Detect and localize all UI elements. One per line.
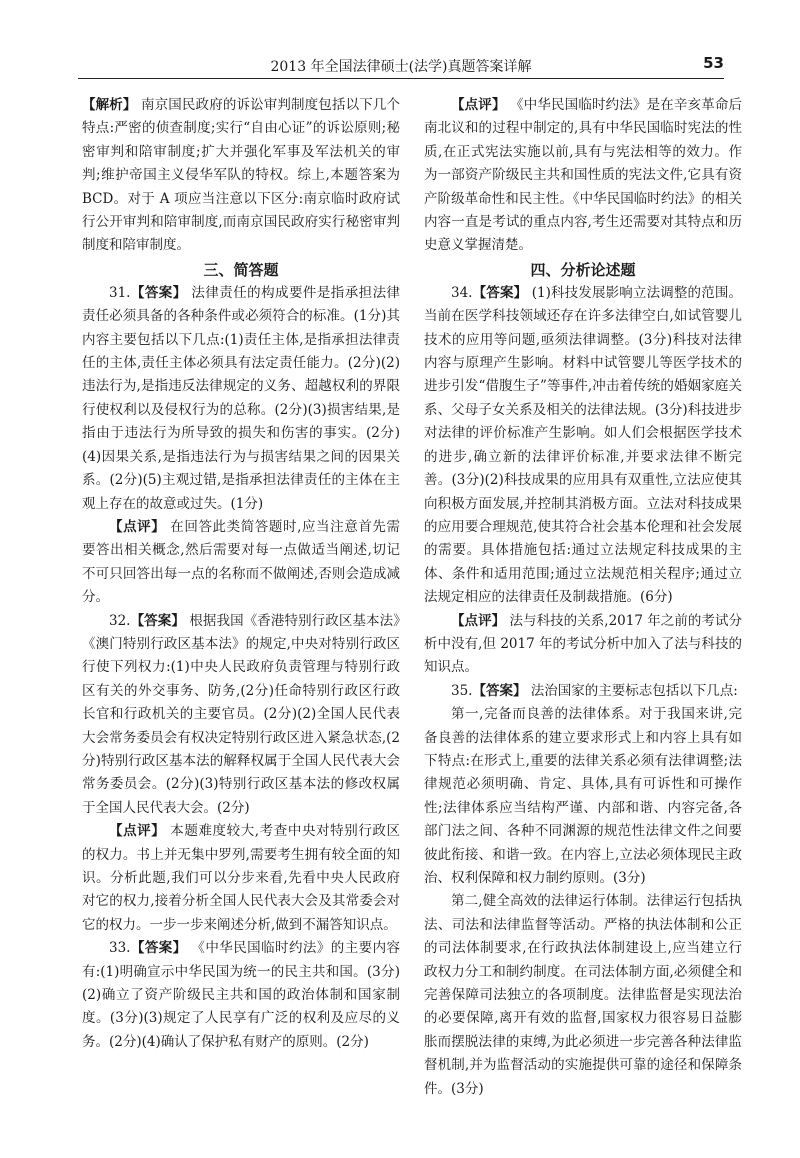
answer-text: (1)科技发展影响立法调整的范围。当前在医学科技领域还存在许多法律空白,如试管婴儿技术的应用等问题,亟须法律调整。(3分)科技对法律内容与原理产生影响。材料中试管婴儿等医学技术的进步引发“借腹生子”等事件,冲击着传统的婚姻家庭关系、父母子女关系及相关的法律法规。(3分)科技进步对法律的评价标准产生影响。如人们会根据医学技术的进步,确立新的法律评价标准,并要求法律不断完善。(3分)(2)科技成果的应用具有双重性,立法应使其向积极方面发展,并控制其消极方面。立法对科技成果的应用要合理规范,使其符合社会基本伦理和社会发展的需要。具体措施包括:通过立法规定科技成果的主体、条件和适用范围;通过立法规范相关程序;通过立法规定相应的法律责任及制裁措施。(6分)	[424, 284, 742, 606]
comment-31-paragraph	[82, 516, 400, 610]
answer-text: 《中华民国临时约法》的主要内容有:(1)明确宣示中华民国为统一的民主共和国。(3分)(2)确立了资产阶级民主共和国的政治体制和国家制度。(3分)(3)规定了人民享有广泛的权利及应尽的义务。(2分)(4)确认了保护私有财产的原则。(2分)	[82, 940, 401, 1050]
answer-35-point-2: 第二,健全高效的法律运行体制。法律运行包括执法、司法和法律监督等活动。严格的执法体制和公正的司法体制要求,在行政执法体制建设上,应当建立行政权力分工和制约制度。在司法体制方面,必须健全和完善保障司法独立的各项制度。法律监督是实现法治的必要保障,离开有效的监督,国家权力很容易日益膨胀而摆脱法律的束缚,为此必须进一步完善各种法律监督机制,并为监督活动的实施提供可靠的途径和保障条件。(3分)	[424, 893, 742, 1097]
question-number: 34.	[451, 284, 473, 301]
answer-tag: 【答案】	[130, 612, 185, 629]
section-heading-short-answer: 三、简答题	[203, 260, 279, 279]
running-header	[78, 52, 724, 79]
left-column	[82, 94, 400, 1054]
comment-34-paragraph	[424, 610, 742, 680]
answer-34-paragraph	[424, 282, 742, 610]
comment-tag: 【点评】	[451, 97, 506, 113]
question-number: 31.	[109, 284, 131, 301]
page-number: 53	[703, 54, 724, 72]
analysis-paragraph	[82, 94, 400, 258]
answer-tag: 【答案】	[130, 284, 187, 301]
answer-tag: 【答案】	[472, 284, 528, 301]
answer-35-paragraph	[424, 680, 742, 703]
section-heading-analysis: 四、分析论述题	[530, 260, 636, 279]
comment-tag: 【点评】	[451, 612, 506, 629]
answer-text: 法治国家的主要标志包括以下几点:	[526, 682, 738, 699]
question-number: 35.	[451, 682, 473, 699]
comment-tag: 【点评】	[109, 823, 166, 840]
answer-tag: 【答案】	[130, 940, 187, 957]
comment-text: 本题难度较大,考查中央对特别行政区的权力。书上并无集中罗列,需要考生拥有较全面的知识。分析此题,我们可以分步来看,先看中央人民政府对它的权力,接着分析全国人民代表大会及其常委会对它的权力。一步一步来阐述分析,做到不漏答知识点。	[82, 823, 401, 933]
answer-text: 法律责任的构成要件是指承担法律责任必须具备的各种条件或必须符合的标准。(1分)其内容主要包括以下几点:(1)责任主体,是指承担法律责任的主体,责任主体必须具有法定责任能力。(2分)(2)违法行为,是指违反法律规定的义务、超越权利的界限行使权利以及侵权行为的总称。(2分)(3)损害结果,是指由于违法行为所导致的损失和伤害的事实。(2分)(4)因果关系,是指违法行为与损害结果之间的因果关系。(2分)(5)主观过错,是指承担法律责任的主体在主观上存在的故意或过失。(1分)	[82, 284, 401, 512]
answer-32-paragraph	[82, 610, 400, 821]
answer-31-paragraph	[82, 282, 400, 516]
comment-text: 法与科技的关系,2017 年之前的考试分析中没有,但 2017 年的考试分析中加入了法与科技的知识点。	[424, 612, 743, 676]
question-number: 33.	[109, 940, 131, 957]
question-number: 32.	[109, 612, 131, 629]
comment-tag: 【点评】	[109, 518, 166, 535]
comment-text: 在回答此类简答题时,应当注意首先需要答出相关概念,然后需要对每一点做适当阐述,切记不可只回答出每一点的名称而不做阐述,否则会造成减分。	[82, 518, 401, 606]
answer-33-paragraph	[82, 937, 400, 1054]
comment-33-paragraph	[424, 94, 742, 258]
analysis-tag: 【解析】	[82, 97, 137, 113]
answer-text: 根据我国《香港特别行政区基本法》《澳门特别行政区基本法》的规定,中央对特别行政区行使下列权力:(1)中央人民政府负责管理与特别行政区有关的外交事务、防务,(2分)任命特别行政区行政长官和行政机关的主要官员。(2分)(2)全国人民代表大会常务委员会有权决定特别行政区进入紧急状态,(2分)特别行政区基本法的解释权属于全国人民代表大会常务委员会。(2分)(3)特别行政区基本法的修改权属于全国人民代表大会。(2分)	[82, 612, 400, 816]
analysis-text: 南京国民政府的诉讼审判制度包括以下几个特点:严密的侦查制度;实行“自由心证”的诉讼原则;秘密审判和陪审制度;扩大并强化军事及军法机关的审判;维护帝国主义侵华军队的特权。综上,本题答案为 BCD。对于 A 项应当注意以下区分:南京临时政府试行公开审判和陪审制度,而南京国民政府实行秘密审判制度和陪审制度。	[82, 97, 400, 254]
answer-35-point-1: 第一,完备而良善的法律体系。对于我国来讲,完备良善的法律体系的建立要求形式上和内容上具有如下特点:在形式上,重要的法律关系必须有法律调整;法律规范必须明确、肯定、具体,具有可诉性和可操作性;法律体系应当结构严谨、内部和谐、内容完备,各部门法之间、各种不同渊源的规范性法律文件之间要彼此衔接、和谐一致。在内容上,立法必须体现民主政治、权利保障和权力制约原则。(3分)	[424, 706, 742, 886]
comment-32-paragraph	[82, 820, 400, 937]
right-column	[424, 94, 742, 1101]
answer-tag: 【答案】	[472, 682, 527, 699]
header-title: 2013 年全国法律硕士(法学)真题答案详解	[270, 59, 532, 75]
comment-text: 《中华民国临时约法》是在辛亥革命后南北议和的过程中制定的,具有中华民国临时宪法的性质,在正式宪法实施以前,具有与宪法相等的效力。作为一部资产阶级民主共和国性质的宪法文件,它具有资产阶级革命性和民主性。《中华民国临时约法》的相关内容一直是考试的重点内容,考生还需要对其特点和历史意义掌握清楚。	[424, 97, 743, 254]
